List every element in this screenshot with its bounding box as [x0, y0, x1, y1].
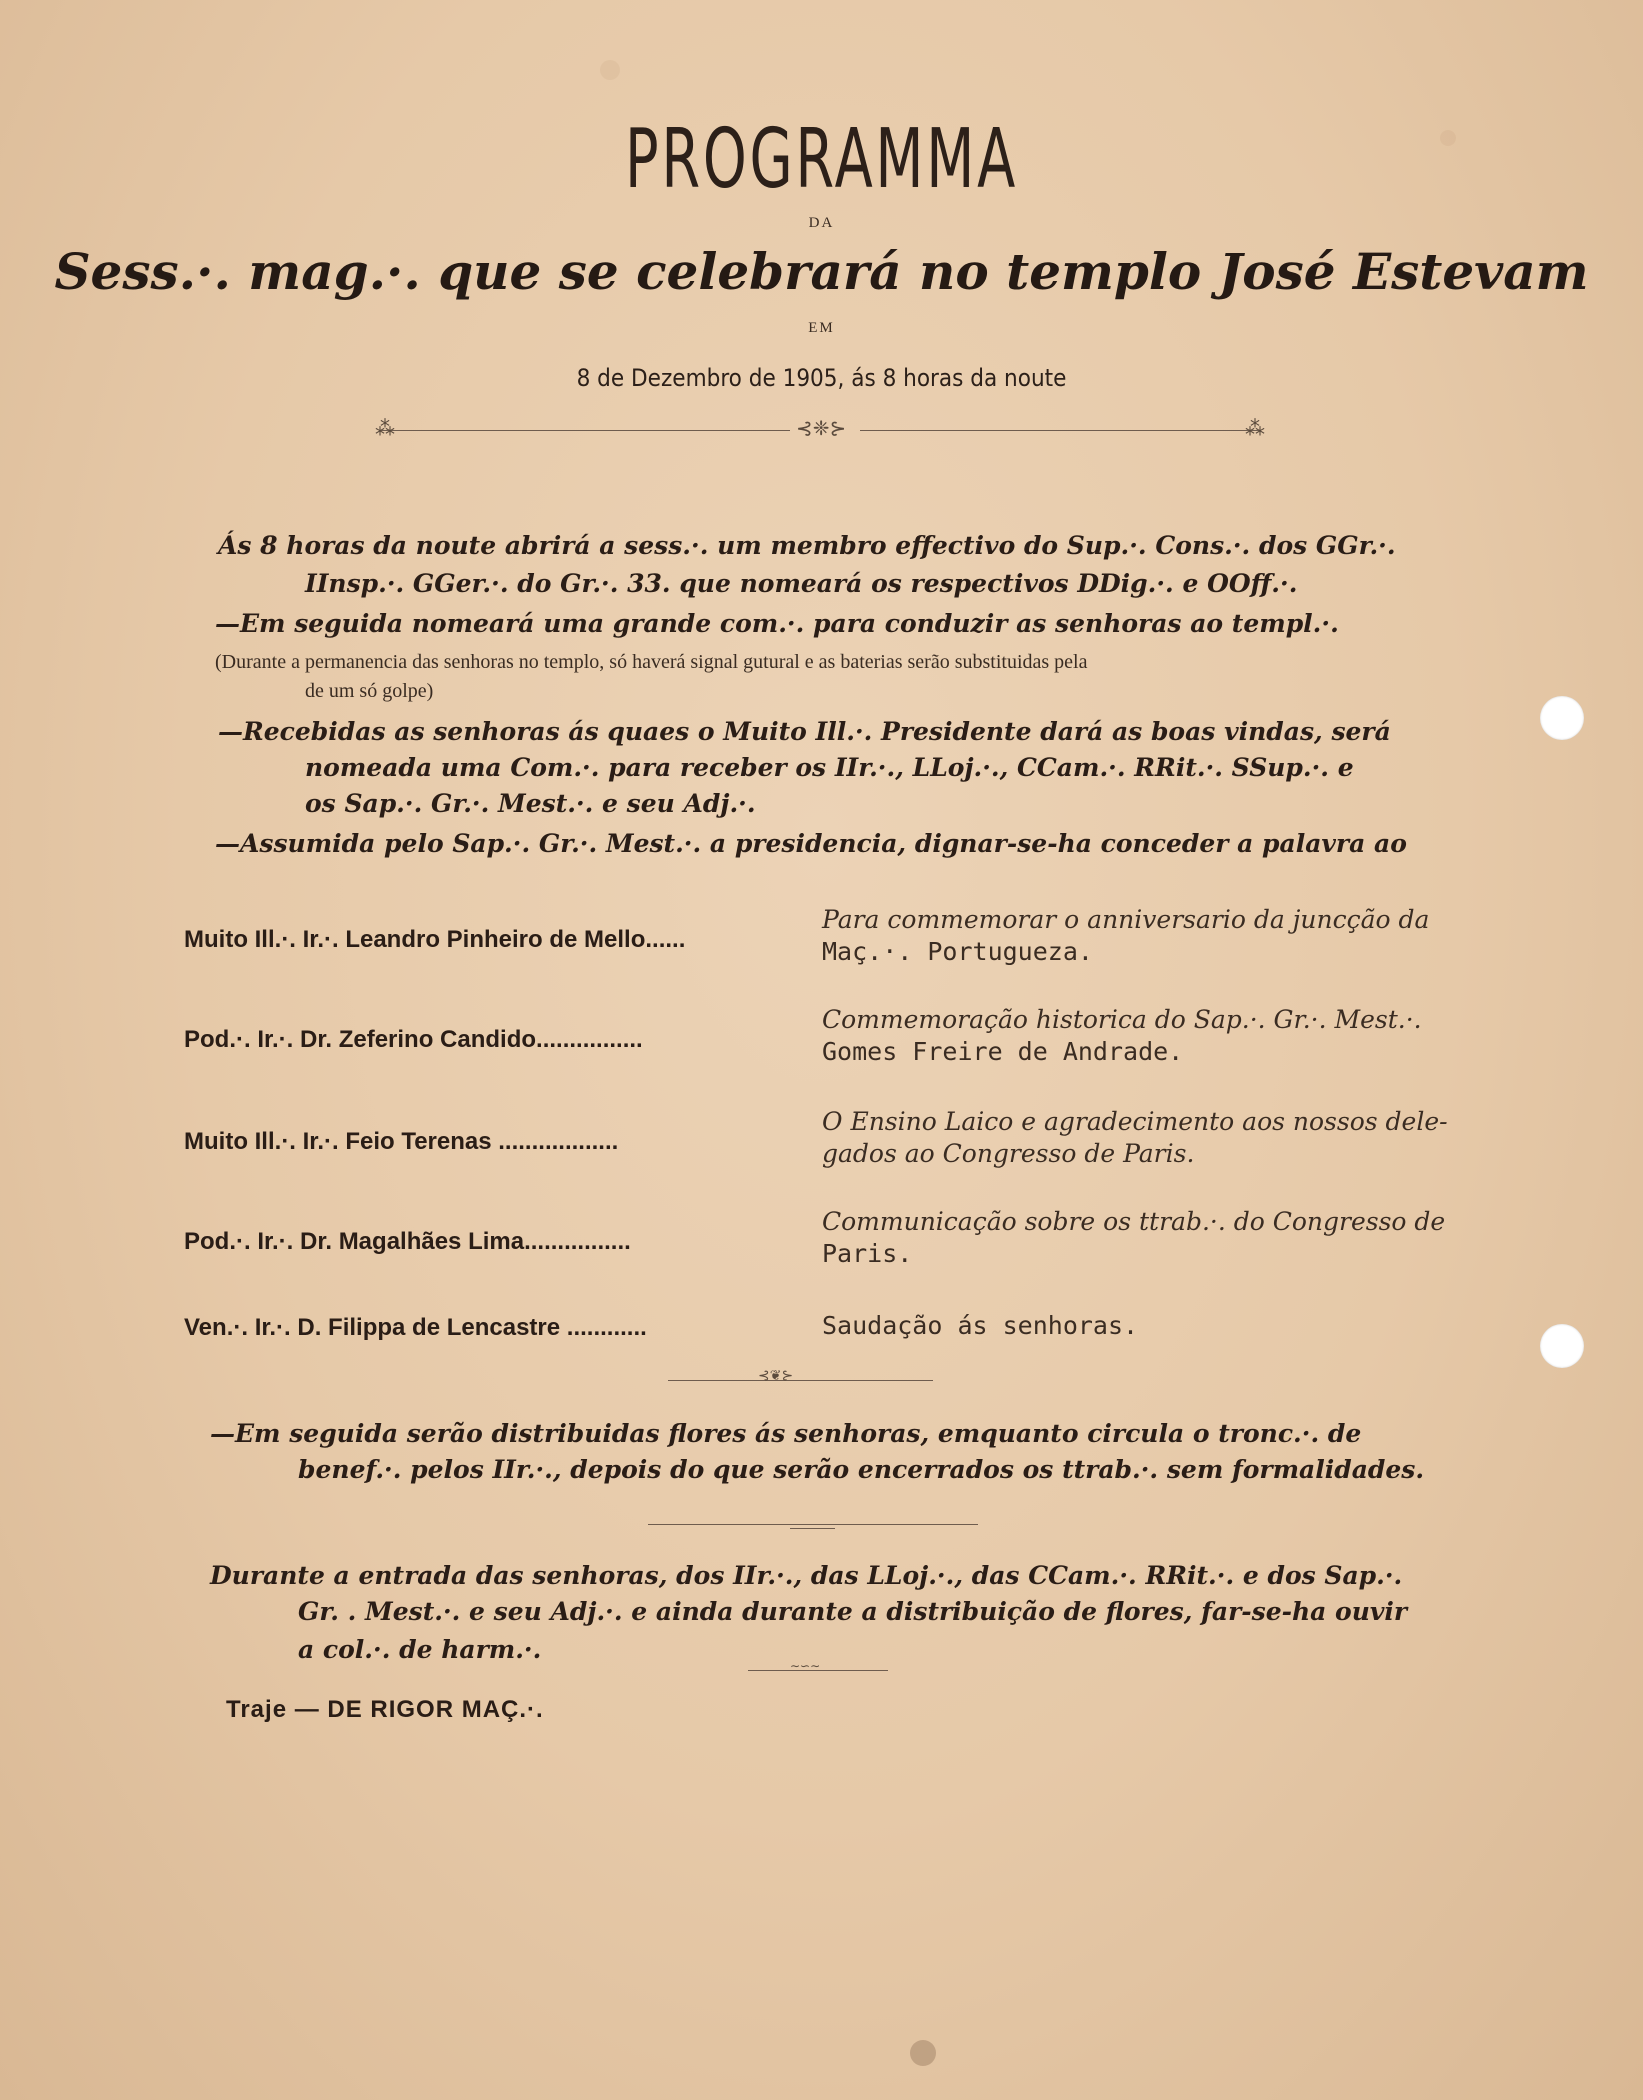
paper-stain [1440, 130, 1456, 146]
page-subtitle: Sess.·. mag.·. que se celebrará no templo José Estevam [54, 242, 1589, 301]
speaker-name: Ven.·. Ir.·. D. Filippa de Lencastre ............ [184, 1314, 647, 1341]
intro-paragraph-1-line-2: IInsp.·. GGer.·. do Gr.·. 33. que nomeará os respectivos DDig.·. e OOff.·. [305, 569, 1298, 598]
closing-line-1: —Em seguida serão distribuidas flores ás senhoras, emquanto circula o tronc.·. de [210, 1419, 1362, 1448]
speaker-topic-line-1: Para commemorar o anniversario da juncção da [822, 905, 1430, 934]
intro-paragraph-4: —Assumida pelo Sap.·. Gr.·. Mest.·. a presidencia, dignar-se-ha conceder a palavra ao [215, 829, 1407, 858]
header-em: EM [808, 320, 835, 336]
header-da: DA [808, 215, 835, 231]
intro-paragraph-2: —Em seguida nomeará uma grande com.·. para conduzir as senhoras ao templ.·. [215, 609, 1339, 638]
speaker-topic-line-2: Paris. [822, 1239, 913, 1268]
intro-paragraph-3-line-2: nomeada uma Com.·. para receber os IIr.·., LLoj.·., CCam.·. RRit.·. SSup.·. e [305, 753, 1354, 782]
speaker-topic-line-1: Communicação sobre os ttrab.·. do Congresso de [822, 1207, 1446, 1236]
paper-stain [600, 60, 620, 80]
paper-stain [910, 2040, 936, 2066]
intro-paragraph-3-line-1: —Recebidas as senhoras ás quaes o Muito Ill.·. Presidente dará as boas vindas, será [218, 717, 1391, 746]
page-title: PROGRAMMA [625, 112, 1018, 207]
music-line-2: Gr. . Mest.·. e seu Adj.·. e ainda durante a distribuição de flores, far-se-ha ouvir [298, 1597, 1408, 1626]
music-line-3: a col.·. de harm.·. [298, 1635, 542, 1664]
speaker-name: Pod.·. Ir.·. Dr. Magalhães Lima................ [184, 1228, 631, 1255]
speaker-name: Pod.·. Ir.·. Dr. Zeferino Candido................ [184, 1026, 643, 1053]
punch-hole [1540, 696, 1584, 740]
intro-paragraph-3-line-3: os Sap.·. Gr.·. Mest.·. e seu Adj.·. [305, 789, 756, 818]
speaker-topic-line-1: Saudação ás senhoras. [822, 1311, 1139, 1340]
speaker-topic-line-1: Commemoração historica do Sap.·. Gr.·. Mest.·. [822, 1005, 1422, 1034]
note-line-2: de um só golpe) [305, 680, 434, 702]
speaker-topic-line-2: gados ao Congresso de Paris. [822, 1139, 1195, 1168]
attire-note: Traje — DE RIGOR MAÇ.·. [226, 1696, 544, 1723]
closing-line-2: benef.·. pelos IIr.·., depois do que serão encerrados os ttrab.·. sem formalidades. [298, 1455, 1425, 1484]
intro-paragraph-1-line-1: Ás 8 horas da noute abrirá a sess.·. um membro effectivo do Sup.·. Cons.·. dos GGr.·. [218, 531, 1396, 560]
music-line-1: Durante a entrada das senhoras, dos IIr.·., das LLoj.·., das CCam.·. RRit.·. e dos Sap.·. [210, 1561, 1403, 1590]
punch-hole [1540, 1324, 1584, 1368]
speaker-topic-line-2: Maç.·. Portugueza. [822, 937, 1093, 966]
speaker-name: Muito Ill.·. Ir.·. Leandro Pinheiro de Mello...... [184, 926, 686, 953]
speaker-topic-line-1: O Ensino Laico e agradecimento aos nossos dele- [822, 1107, 1448, 1136]
event-date: 8 de Dezembro de 1905, ás 8 horas da noute [576, 364, 1067, 392]
speaker-name: Muito Ill.·. Ir.·. Feio Terenas .................. [184, 1128, 619, 1155]
speaker-topic-line-2: Gomes Freire de Andrade. [822, 1037, 1184, 1066]
note-line-1: (Durante a permanencia das senhoras no templo, só haverá signal gutural e as baterias serão substituidas pela [215, 651, 1088, 673]
